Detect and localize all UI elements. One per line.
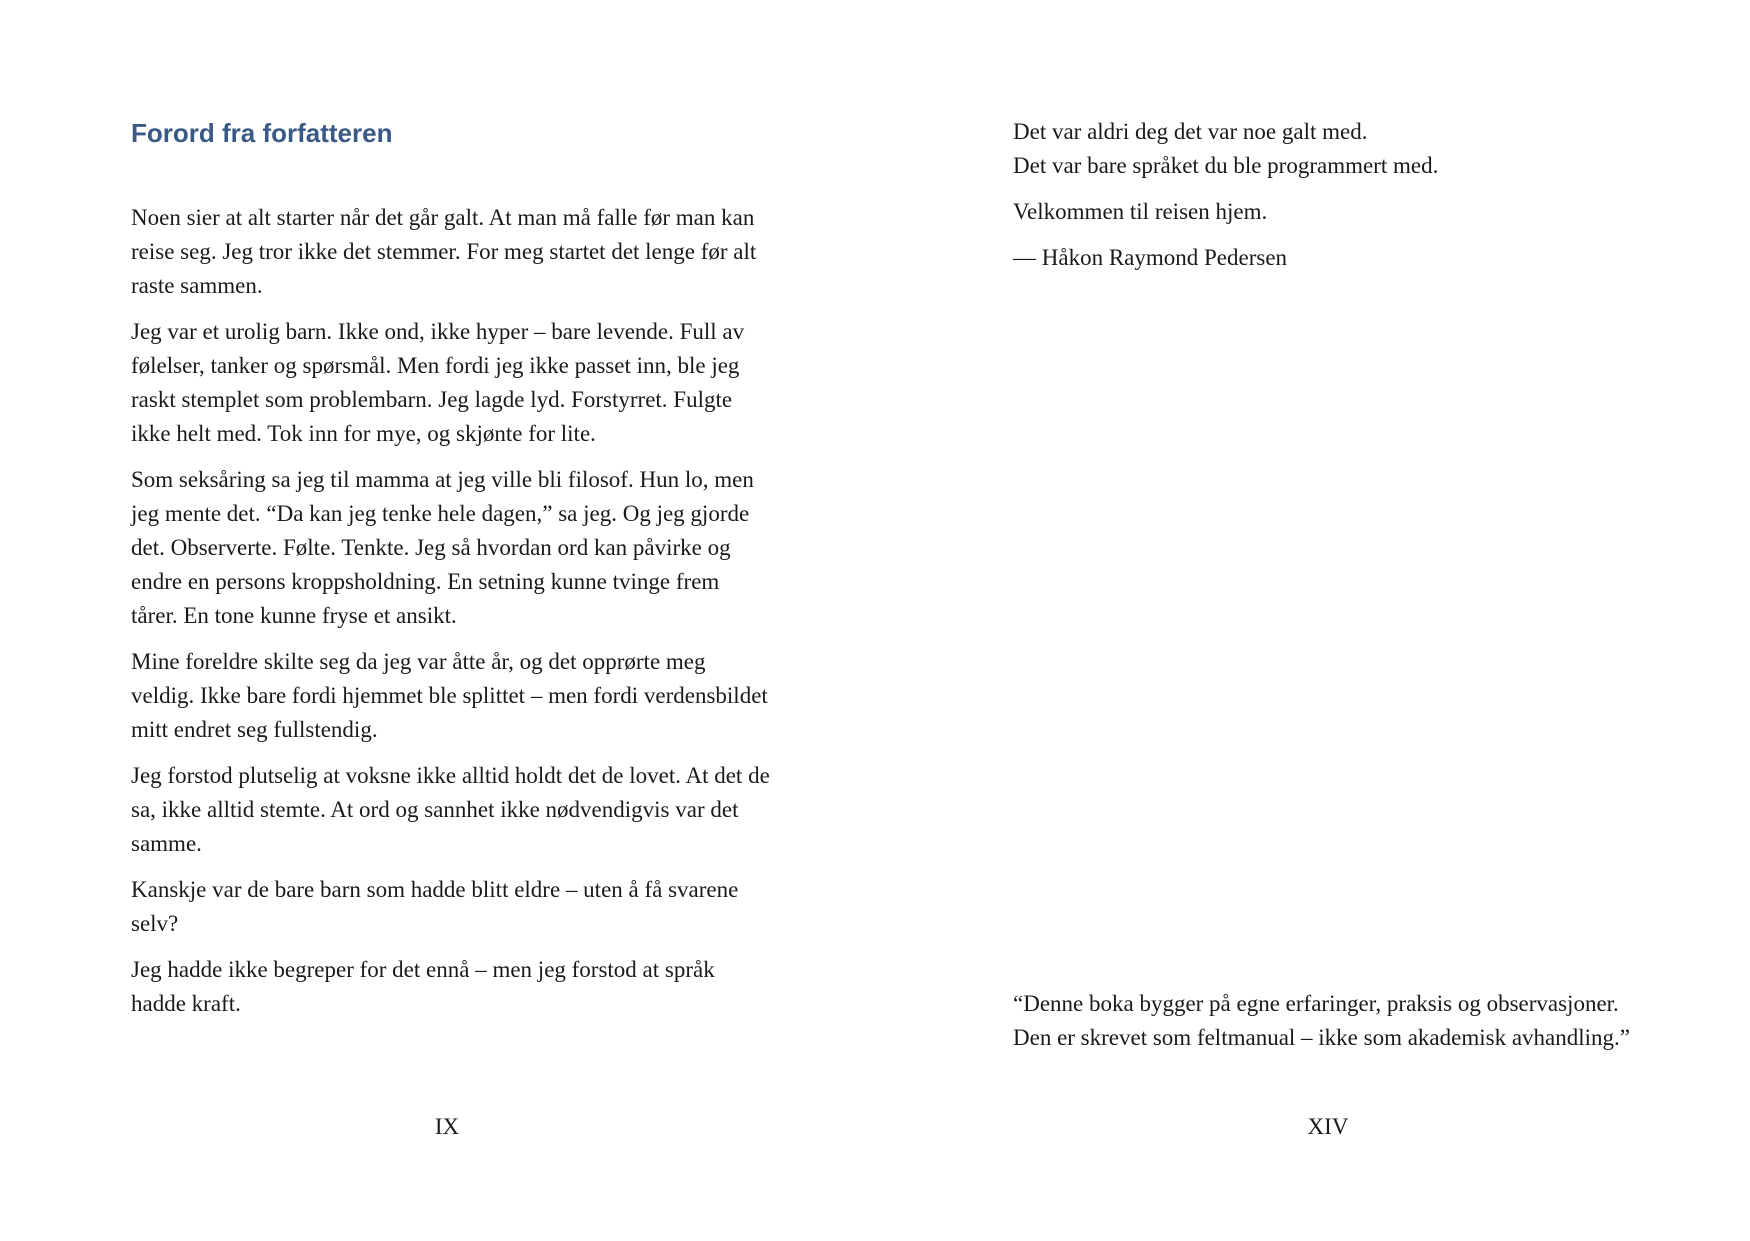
book-disclaimer-quote: “Denne boka bygger på egne erfaringer, praksis og observasjoner. Den er skrevet som feltmanual – ikke som akademisk avhandling.” xyxy=(1013,991,1630,1050)
right-page-closing xyxy=(1013,115,1653,287)
chapter-heading: Forord fra forfatteren xyxy=(131,118,393,148)
paragraph: Jeg var et urolig barn. Ikke ond, ikke hyper – bare levende. Full av følelser, tanker og spørsmål. Men fordi jeg ikke passet inn, ble jeg raskt stemplet som problembarn. Jeg lagde lyd. Forstyrret. Fulgte ikke helt med. Tok inn for mye, og skjønte for lite. xyxy=(131,319,745,446)
welcome-line: Velkommen til reisen hjem. xyxy=(1013,199,1268,224)
right-page-quote xyxy=(1013,987,1653,1067)
closing-lines xyxy=(1013,115,1653,183)
paragraph: Noen sier at alt starter når det går galt. At man må falle før man kan reise seg. Jeg tror ikke det stemmer. For meg startet det lenge før alt raste sammen. xyxy=(131,205,757,298)
closing-line: Det var bare språket du ble programmert med. xyxy=(1013,153,1439,178)
author-signature: — Håkon Raymond Pedersen xyxy=(1013,245,1288,270)
paragraph: Mine foreldre skilte seg da jeg var åtte år, og det opprørte meg veldig. Ikke bare fordi hjemmet ble splittet – men fordi verdensbildet mitt endret seg fullstendig. xyxy=(131,649,768,742)
paragraph: Jeg forstod plutselig at voksne ikke alltid holdt det de lovet. At det de sa, ikke alltid stemte. At ord og sannhet ikke nødvendigvis var det samme. xyxy=(131,763,770,856)
page-number-right: XIV xyxy=(1307,1114,1349,1139)
paragraph: Kanskje var de bare barn som hadde blitt eldre – uten å få svarene selv? xyxy=(131,877,739,936)
page-number-left: IX xyxy=(434,1114,460,1139)
left-page-body xyxy=(131,201,771,1033)
closing-line: Det var aldri deg det var noe galt med. xyxy=(1013,119,1368,144)
paragraph: Som seksåring sa jeg til mamma at jeg ville bli filosof. Hun lo, men jeg mente det. “Da kan jeg tenke hele dagen,” sa jeg. Og jeg gjorde det. Observerte. Følte. Tenkte. Jeg så hvordan ord kan påvirke og endre en persons kroppsholdning. En setning kunne tvinge frem tårer. En tone kunne fryse et ansikt. xyxy=(131,467,754,628)
paragraph: Jeg hadde ikke begreper for det ennå – men jeg forstod at språk hadde kraft. xyxy=(131,957,715,1016)
